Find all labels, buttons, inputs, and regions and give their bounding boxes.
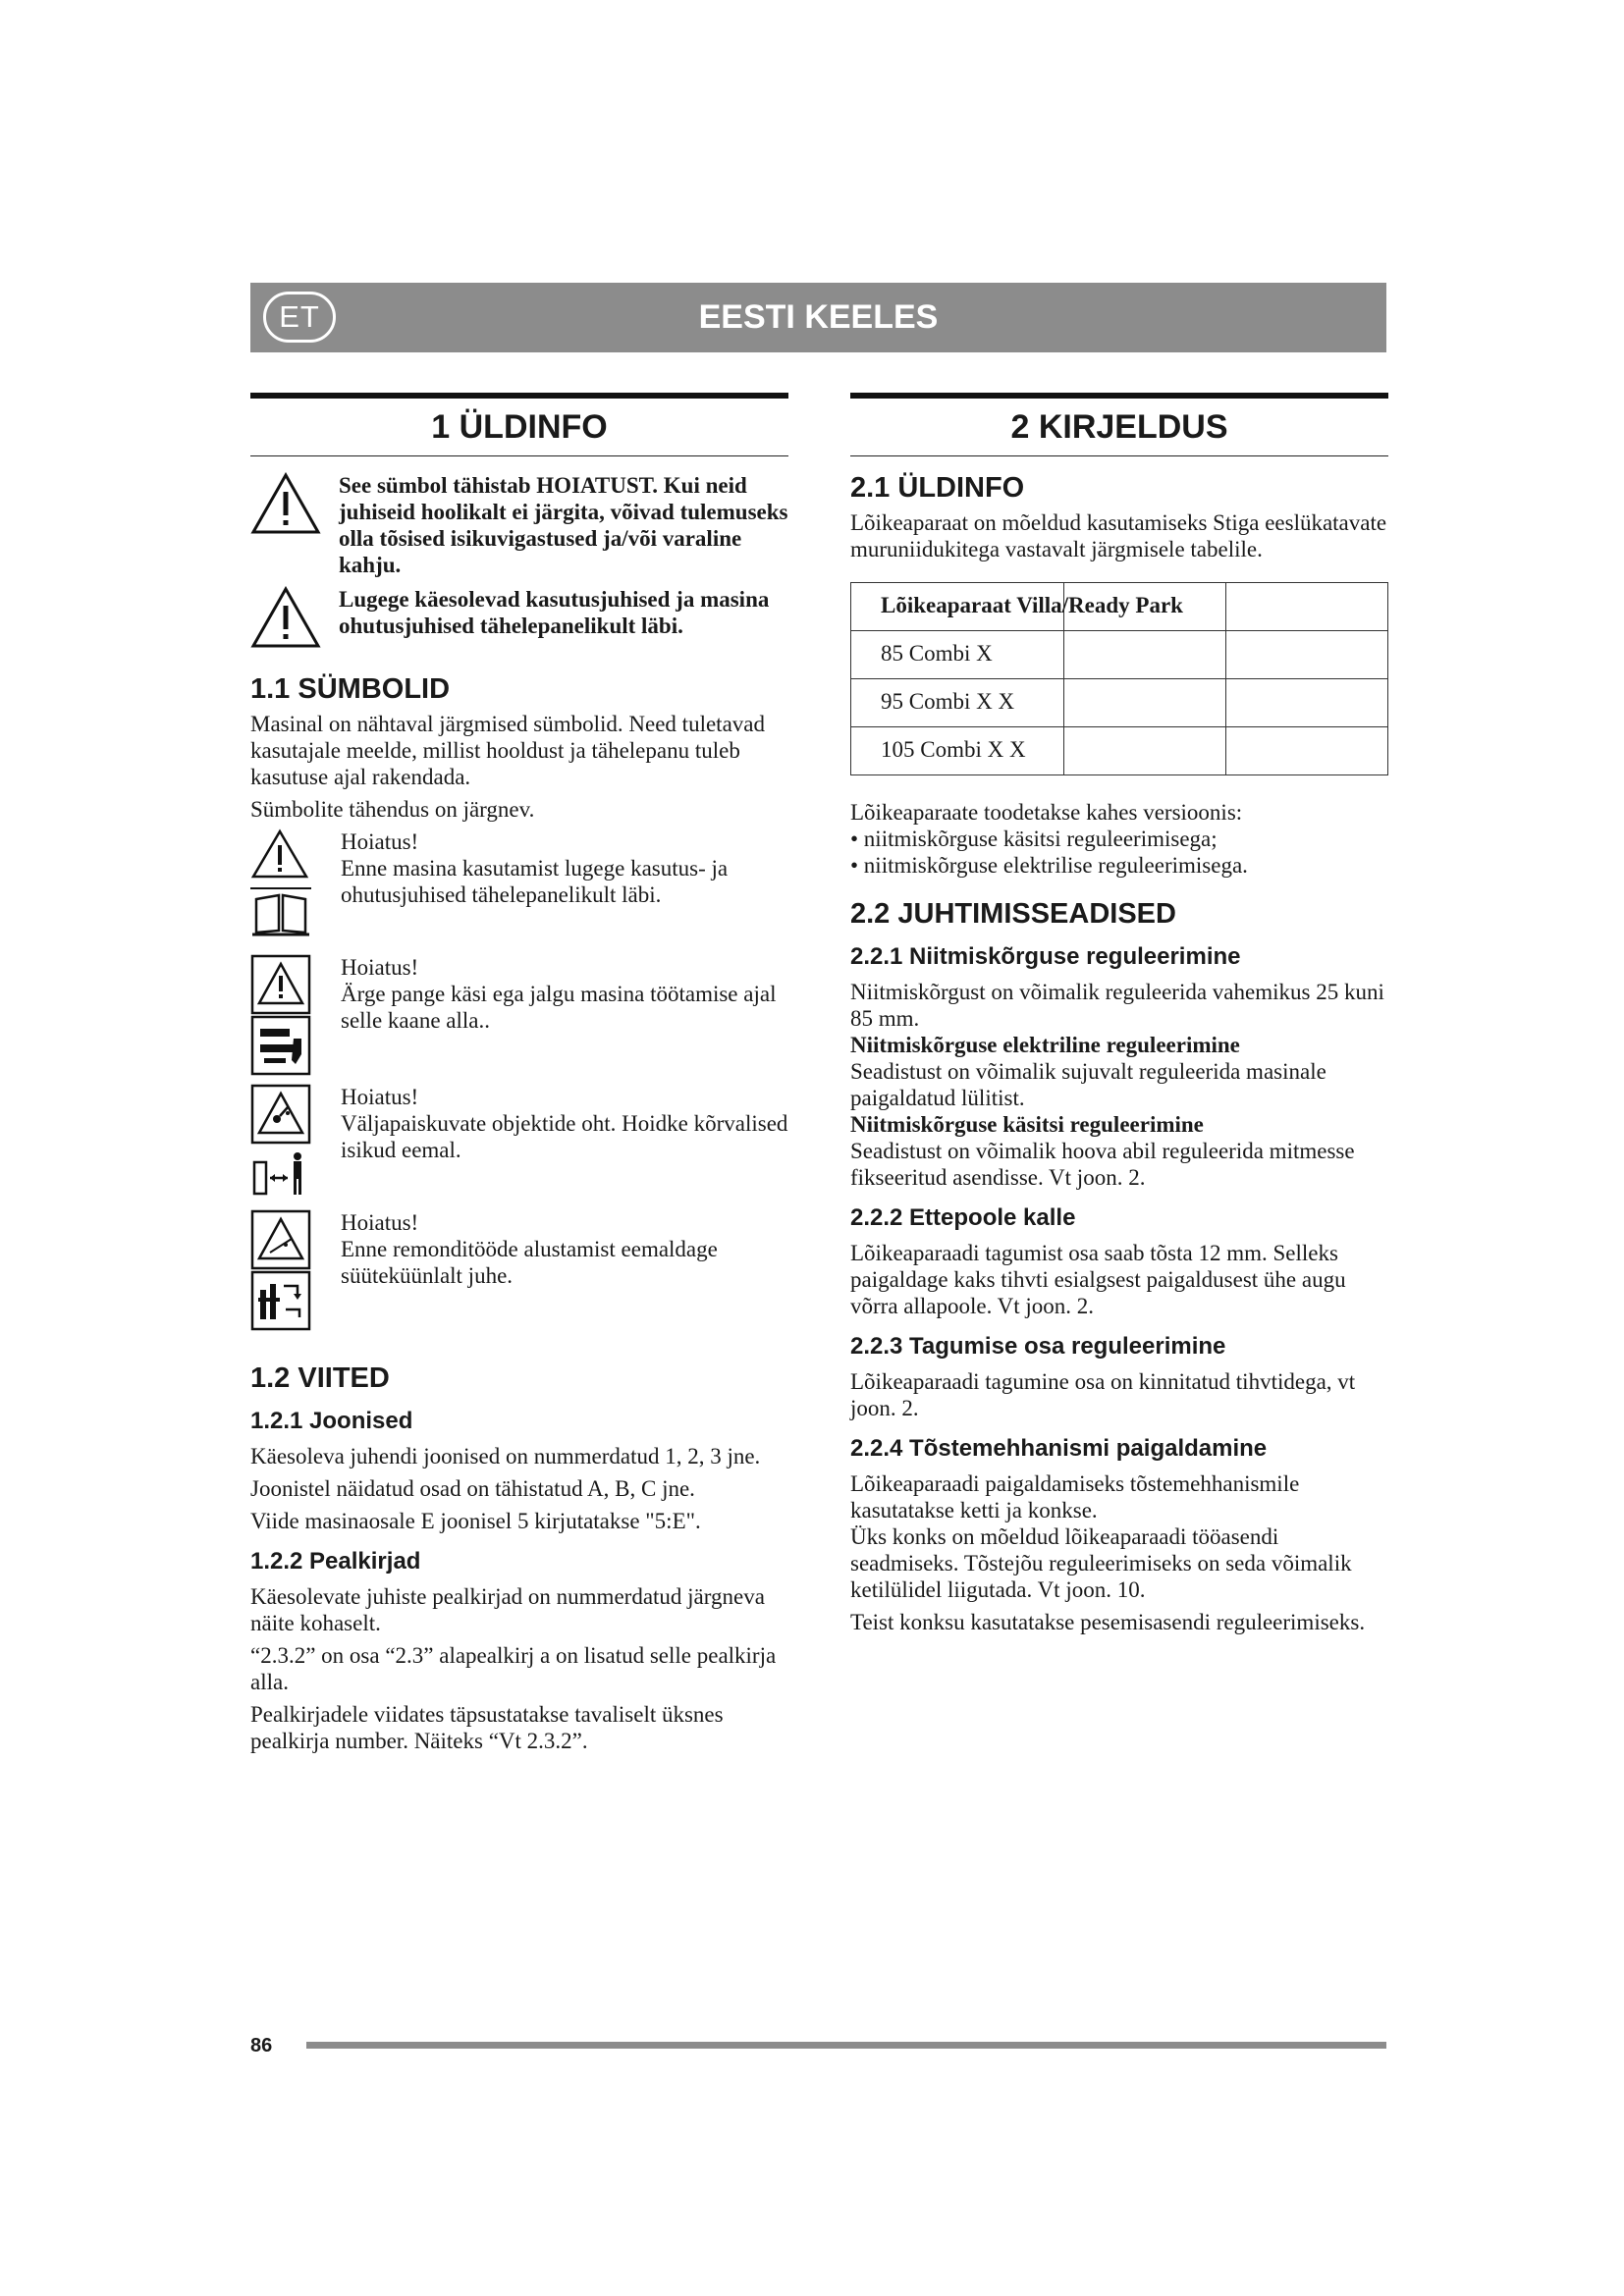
table-row	[851, 727, 1388, 775]
subsection-heading: 2.2.1 Niitmiskõrguse reguleerimine	[850, 943, 1241, 970]
symbol-title: Hoiatus!	[341, 955, 419, 980]
left-column	[250, 393, 788, 1760]
table-cell: 105 Combi X X	[881, 737, 1026, 762]
manual-book-icon	[250, 885, 311, 936]
paragraph: Lõikeaparaadi tagumist osa saab tõsta 12 mm. Selleks paigaldage kaks tihvti esialgsest paigaldusest ühe augu võrra allapoole. Vt joon. 2.	[850, 1241, 1346, 1318]
table-header-cell: Lõikeaparaat Villa/Ready Park	[881, 593, 1183, 617]
paragraph: Pealkirjadele viidates täpsustatakse tavaliselt üksnes pealkirja number. Näiteks “Vt 2.3.2”.	[250, 1702, 724, 1753]
paragraph: Sümbolite tähendus on järgnev.	[250, 797, 535, 822]
chapter-title: 2 KIRJELDUS	[850, 393, 1388, 456]
symbol-text: Väljapaiskuvate objektide oht. Hoidke kõrvalised isikud eemal.	[341, 1111, 788, 1162]
footer-rule	[306, 2042, 1386, 2049]
warning-block	[250, 586, 788, 654]
language-badge: ET	[263, 292, 336, 343]
symbol-title: Hoiatus!	[341, 1210, 419, 1235]
paragraph: Lõikeaparaadi tagumine osa on kinnitatud tihvtidega, vt joon. 2.	[850, 1369, 1356, 1420]
paragraph: Käesoleva juhendi joonised on nummerdatud 1, 2, 3 jne.	[250, 1444, 761, 1468]
subsection-heading: 2.2.2 Ettepoole kalle	[850, 1204, 1076, 1231]
paragraph: Üks konks on mõeldud lõikeaparaadi tööasendi seadmiseks. Tõstejõu reguleerimiseks on seda võimalik ketilülidel liigutada. Vt joon. 10.	[850, 1524, 1352, 1602]
thrown-objects-warning-icon	[250, 1084, 311, 1145]
subsection-heading: 2.2.4 Tõstemehhanismi paigaldamine	[850, 1435, 1268, 1462]
paragraph: Teist konksu kasutatakse pesemisasendi reguleerimiseks.	[850, 1610, 1366, 1634]
page-number: 86	[250, 2035, 273, 2056]
language-banner	[250, 283, 1386, 352]
bullet-item: • niitmiskõrguse elektrilise reguleerimisega.	[850, 853, 1248, 878]
paragraph: Seadistust on võimalik sujuvalt reguleerida masinale paigaldatud lülitist.	[850, 1059, 1326, 1110]
paragraph: Masinal on nähtaval järgmised sümbolid. Need tuletavad kasutajale meelde, millist hooldust ja tähelepanu tuleb kasutuse ajal rakendada.	[250, 712, 765, 789]
section-heading: 1.2 VIITED	[250, 1362, 390, 1394]
symbol-text: Enne remonditööde alustamist eemaldage süüteküünlalt juhe.	[341, 1237, 718, 1288]
symbol-title: Hoiatus!	[341, 829, 419, 854]
table-header-row	[851, 583, 1388, 631]
paragraph: Seadistust on võimalik hoova abil reguleerida mitmesse fikseeritud asendisse. Vt joon. 2.	[850, 1139, 1355, 1190]
right-column	[850, 393, 1388, 1641]
warning-box-icon	[250, 954, 311, 1015]
subsection-heading: 2.2.3 Tagumise osa reguleerimine	[850, 1333, 1226, 1360]
bold-subheading: Niitmiskõrguse käsitsi reguleerimine	[850, 1112, 1204, 1137]
symbol-item	[250, 828, 788, 954]
symbol-text: Enne masina kasutamist lugege kasutus- ja ohutusjuhised tähelepanelikult läbi.	[341, 856, 729, 907]
paragraph: “2.3.2” on osa “2.3” alapealkirj a on lisatud selle pealkirja alla.	[250, 1643, 777, 1694]
paragraph: Lõikeaparaate toodetakse kahes versioonis:	[850, 800, 1243, 825]
banner-title: EESTI KEELES	[698, 298, 939, 336]
paragraph: Viide masinaosale E joonisel 5 kirjutatakse "5:E".	[250, 1509, 701, 1533]
hand-foot-blade-icon	[250, 1015, 311, 1076]
symbol-item	[250, 1084, 788, 1209]
warning-text: Lugege käesolevad kasutusjuhised ja masina ohutusjuhised tähelepanelikult läbi.	[339, 587, 770, 638]
paragraph: Niitmiskõrgust on võimalik reguleerida vahemikus 25 kuni 85 mm.	[850, 980, 1384, 1031]
symbol-title: Hoiatus!	[341, 1085, 419, 1109]
warning-block	[250, 472, 788, 578]
warning-triangle-icon	[250, 472, 321, 535]
subsection-heading: 1.2.2 Pealkirjad	[250, 1548, 421, 1575]
section-heading: 1.1 SÜMBOLID	[250, 673, 451, 705]
paragraph: Käesolevate juhiste pealkirjad on nummerdatud järgneva näite kohaselt.	[250, 1584, 765, 1635]
table-row	[851, 679, 1388, 727]
chapter-title: 1 ÜLDINFO	[250, 393, 788, 456]
section-heading: 2.1 ÜLDINFO	[850, 472, 1025, 504]
section-heading: 2.2 JUHTIMISSEADISED	[850, 898, 1176, 930]
bold-subheading: Niitmiskõrguse elektriline reguleerimine	[850, 1033, 1240, 1057]
spark-plug-icon	[250, 1270, 311, 1331]
safety-distance-icon	[250, 1145, 311, 1205]
compatibility-table	[850, 582, 1388, 775]
subsection-heading: 1.2.1 Joonised	[250, 1408, 413, 1434]
spark-plug-warning-icon	[250, 1209, 311, 1270]
symbol-item	[250, 954, 788, 1084]
symbol-item	[250, 1209, 788, 1339]
paragraph: Lõikeaparaadi paigaldamiseks tõstemehhanismile kasutatakse ketti ja konkse.	[850, 1471, 1300, 1522]
warning-triangle-icon	[250, 828, 309, 880]
table-cell: 85 Combi X	[881, 641, 993, 666]
warning-triangle-icon	[250, 586, 321, 649]
table-row	[851, 631, 1388, 679]
table-cell: 95 Combi X X	[881, 689, 1015, 714]
paragraph: Joonistel näidatud osad on tähistatud A, B, C jne.	[250, 1476, 695, 1501]
warning-text: See sümbol tähistab HOIATUST. Kui neid juhiseid hoolikalt ei järgita, võivad tulemuseks olla tõsised isikuvigastused ja/või varaline kahju.	[339, 473, 788, 577]
bullet-item: • niitmiskõrguse käsitsi reguleerimisega;	[850, 827, 1218, 851]
symbol-text: Ärge pange käsi ega jalgu masina töötamise ajal selle kaane alla..	[341, 982, 777, 1033]
paragraph: Lõikeaparaat on mõeldud kasutamiseks Stiga eeslükatavate muruniidukitega vastavalt järgmisele tabelile.	[850, 510, 1387, 561]
